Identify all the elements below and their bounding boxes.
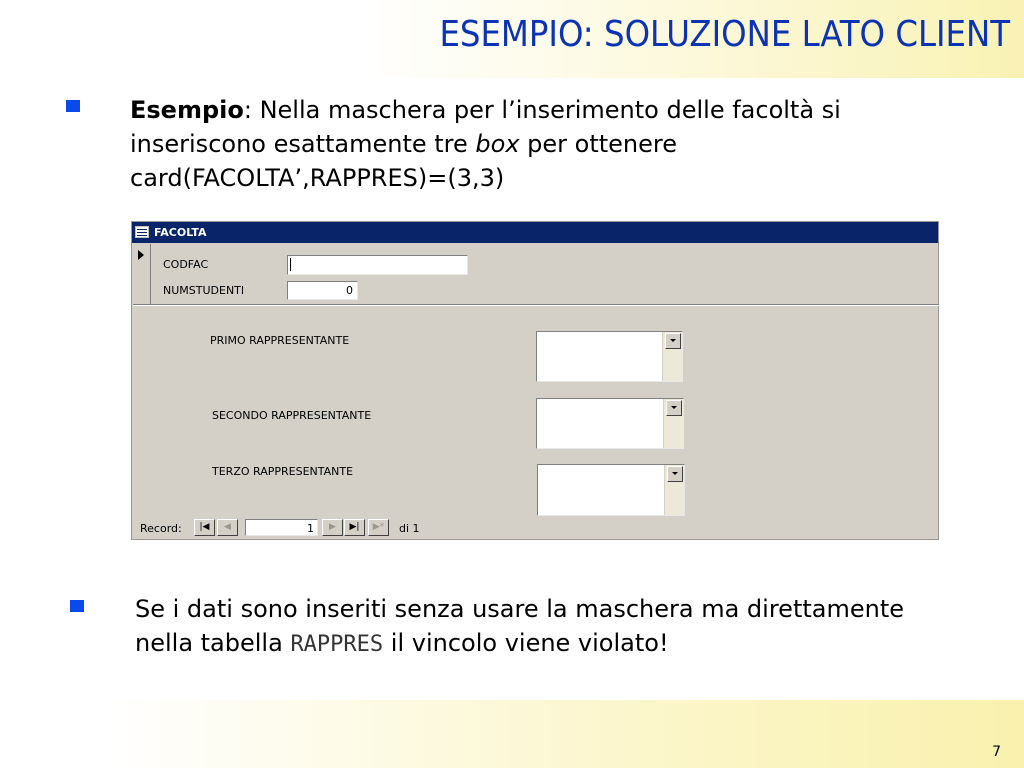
form-icon [135,226,149,238]
primo-rappresentante-label: PRIMO RAPPRESENTANTE [210,334,350,347]
form-title: FACOLTA [154,226,207,239]
bullet-2-text [135,592,945,662]
primo-rappresentante-combo[interactable] [536,331,683,382]
record-label: Record: [140,522,182,535]
first-record-icon[interactable]: |◀ [194,519,215,536]
bullet-2-code: RAPPRES [290,632,384,657]
current-record-input[interactable] [245,519,318,536]
bullet-2-part-b: il vincolo viene violato! [383,629,669,657]
codfac-field[interactable] [287,255,468,275]
current-record-value: 1 [307,522,314,535]
combo-scrollbar[interactable] [664,465,684,515]
codfac-label: CODFAC [163,258,209,271]
form-title-bar [132,222,938,243]
bullet-1-part-a: : Nella maschera per l’inserimento delle facoltà si inseriscono esattamente tre [130,96,841,158]
numstudenti-value: 0 [346,284,353,297]
secondo-rappresentante-label: SECONDO RAPPRESENTANTE [212,409,372,422]
next-record-icon[interactable]: ▶ [322,519,343,536]
bullet-1-part-b: per ottenere card(FACOLTA’,RAPPRES)=(3,3) [130,130,678,192]
combo-scrollbar[interactable] [663,399,683,448]
text-caret [290,258,291,271]
bullet-1-bold: Esempio [130,96,244,124]
footer-band [0,700,1024,768]
secondo-rappresentante-combo[interactable] [536,398,684,449]
combo-scrollbar[interactable] [662,332,682,381]
last-record-icon[interactable]: ▶| [344,519,365,536]
numstudenti-label: NUMSTUDENTI [163,284,245,297]
bullet-2-part-a: Se i dati sono inseriti senza usare la maschera ma direttamente nella tabella [135,595,904,657]
chevron-down-icon[interactable] [666,400,682,416]
record-selector[interactable] [133,244,151,305]
record-navigation-bar [132,518,938,538]
chevron-down-icon[interactable] [667,466,683,482]
bullet-1-italic: box [475,130,520,158]
numstudenti-field[interactable] [287,281,358,300]
page-number: 7 [992,744,1001,760]
terzo-rappresentante-label: TERZO RAPPRESENTANTE [212,465,354,478]
chevron-down-icon[interactable] [665,333,681,349]
record-count: di 1 [399,522,420,535]
current-record-arrow-icon [138,250,144,260]
new-record-icon[interactable]: ▶* [368,519,389,536]
section-divider-highlight [133,305,939,306]
previous-record-icon[interactable]: ◀ [217,519,238,536]
bullet-square-icon [70,600,84,612]
bullet-square-icon [66,100,80,112]
facolta-form-window [131,221,939,540]
slide-title: ESEMPIO: SOLUZIONE LATO CLIENT [439,14,1010,55]
terzo-rappresentante-combo[interactable] [537,464,685,516]
bullet-1-text [130,93,920,195]
